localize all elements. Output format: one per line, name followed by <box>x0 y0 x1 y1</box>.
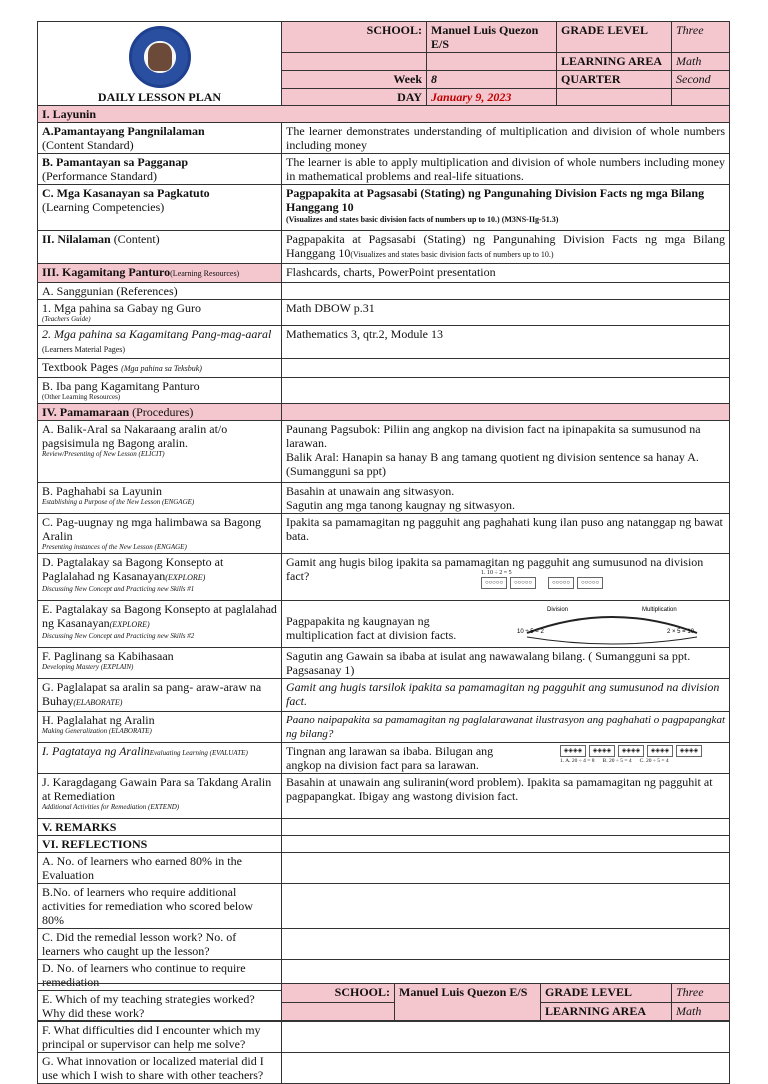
quarter-label: QUARTER <box>557 71 672 89</box>
page-title: DAILY LESSON PLAN <box>97 90 222 104</box>
header-logo-cell <box>38 22 282 106</box>
procedure-e-text: Pagpapakita ng kaugnayan ng multiplication fact at division facts. Division Multiplication 10 ÷ 5 = 2 2 × 5 = 10 <box>282 601 730 648</box>
section-objectives-title: I. Layunin <box>38 106 730 123</box>
procedure-i-text: Tingnan ang larawan sa ibaba. Bilugan ang angkop na division fact para sa larawan. ◈◈◈◈ ◈◈◈◈ ◈◈◈◈ ◈◈◈◈ ◈◈◈◈ 1. A. 20 ÷ 4 = 8 B. 20 ÷ 5 = 4 C. 20 ÷ 5 = 4 <box>282 743 730 774</box>
procedure-h-text: Paano naipapakita sa pamamagitan ng paglalarawanat ilustrasyon ang paghahati o pagpapangkat ng bilang? <box>282 712 730 743</box>
eval-option-c: C. 20 ÷ 5 = 4 <box>639 758 669 764</box>
content-text: Pagpapakita at Pagsasabi (Stating) ng Pangunahing Division Facts ng mga Bilang Hanggang 10(Visualizes and states basic division facts of numbers up to 10.) <box>282 231 730 264</box>
procedure-f-label: F. Paglinang sa Kabihasaan Developing Mastery (EXPLAIN) <box>38 648 282 679</box>
school-value: Manuel Luis Quezon E/S <box>427 22 557 53</box>
remarks-title: V. REMARKS <box>38 819 282 836</box>
reflection-item: E. Which of my teaching strategies worked? Why did these work? <box>38 991 282 1022</box>
diagram-label-division: Division <box>547 607 569 613</box>
reflection-item: F. What difficulties did I encounter which my principal or supervisor can help me solve? <box>38 1022 282 1053</box>
diagram-eq-multiplication: 2 × 5 = 10 <box>667 629 695 635</box>
procedure-f-text: Sagutin ang Gawain sa ibaba at isulat ang nawawalang bilang. ( Sumangguni sa ppt. Pagsasanay 1) <box>282 648 730 679</box>
reflection-item: C. Did the remedial lesson work? No. of learners who caught up the lesson? <box>38 929 282 960</box>
content-standard-label: A.Pamantayang Pangnilalaman (Content Standard) <box>38 123 282 154</box>
footer-grade-value: Three <box>672 984 730 1003</box>
procedure-e-label: E. Pagtalakay sa Bagong Konsepto at paglalahad ng Kasanayan(EXPLORE) Discussing New Concept and Practicing new Skills #2 <box>38 601 282 648</box>
learning-competencies-text: Pagpapakita at Pagsasabi (Stating) ng Pangunahing Division Facts ng mga Bilang Hanggang 10 (Visualizes and states basic division facts of numbers up to 10.) (M3NS-IIg-51.3) <box>282 185 730 231</box>
procedure-g-label: G. Paglalapat sa aralin sa pang- araw-araw na Buhay(ELABORATE) <box>38 679 282 712</box>
procedure-c-text: Ipakita sa pamamagitan ng pagguhit ang paghahati kung ilan puso ang natanggap ng bawat bata. <box>282 514 730 554</box>
school-seal-logo <box>129 26 191 88</box>
eval-option-b: B. 20 ÷ 5 = 4 <box>602 758 632 764</box>
procedure-b-text: Basahin at unawain ang sitwasyon. Sagutin ang mga tanong kaugnay ng sitwasyon. <box>282 483 730 514</box>
day-value: January 9, 2023 <box>427 89 557 106</box>
procedure-d-label: D. Pagtalakay sa Bagong Konsepto at Paglalahad ng Kasanayan(EXPLORE) Discussing New Concept and Practicing new Skills #1 <box>38 554 282 601</box>
reflection-item: G. What innovation or localized material did I use which I wish to share with other teachers? <box>38 1053 282 1084</box>
footer-grade-label: GRADE LEVEL <box>541 984 672 1003</box>
footer-area-value: Math <box>672 1003 730 1021</box>
learning-area-value: Math <box>672 53 730 71</box>
teachers-guide-text: Math DBOW p.31 <box>282 300 730 326</box>
procedure-g-text: Gamit ang hugis tarsilok ipakita sa pamamagitan ng pagguhit ang sumusunod na division fact. <box>282 679 730 712</box>
procedure-h-label: H. Paglalahat ng Aralin Making Generalization (ELABORATE) <box>38 712 282 743</box>
procedure-d-text: Gamit ang hugis bilog ipakita sa pamamagitan ng pagguhit ang sumusunod na division fact? 1. 10 ÷ 2 = 5 ○○○○○ ○○○○○ ○○○○○ ○○○○○ <box>282 554 730 601</box>
learning-resources-label: III. Kagamitang Panturo(Learning Resources) <box>38 264 282 283</box>
procedure-a-text: Paunang Pagsubok: Piliin ang angkop na division fact na ipinapakita sa sumusunod na larawan. Balik Aral: Hanapin sa hanay B ang tamang quotient ng division sentence sa hanay A. (Sumangguni sa ppt) <box>282 421 730 483</box>
lesson-plan-table <box>37 21 730 1084</box>
week-value: 8 <box>427 71 557 89</box>
performance-standard-text: The learner is able to apply multiplication and division of whole numbers including money in mathematical problems and real-life situations. <box>282 154 730 185</box>
week-label: Week <box>282 71 427 89</box>
grade-level-value: Three <box>672 22 730 53</box>
day-label: DAY <box>282 89 427 106</box>
diagram-label-multiplication: Multiplication <box>642 607 677 613</box>
content-label: II. Nilalaman (Content) <box>38 231 282 264</box>
textbook-pages-label: Textbook Pages (Mga pahina sa Teksbuk) <box>38 359 282 378</box>
procedure-j-label: J. Karagdagang Gawain Para sa Takdang Aralin at Remediation Additional Activities for Remediation (EXTEND) <box>38 774 282 819</box>
footer-school-label: SCHOOL: <box>282 984 395 1003</box>
learning-area-label: LEARNING AREA <box>557 53 672 71</box>
next-page-header <box>37 983 730 1021</box>
school-label: SCHOOL: <box>282 22 427 53</box>
procedure-i-label: I. Pagtataya ng AralinEvaluating Learning (EVALUATE) <box>38 743 282 774</box>
division-multiplication-diagram <box>507 603 717 645</box>
eval-option-a: 1. A. 20 ÷ 4 = 8 <box>560 758 595 764</box>
procedure-b-label: B. Paghahabi sa Layunin Establishing a Purpose of the New Lesson (ENGAGE) <box>38 483 282 514</box>
references-label: A. Sanggunian (References) <box>38 283 282 300</box>
procedure-i-image: ◈◈◈◈ ◈◈◈◈ ◈◈◈◈ ◈◈◈◈ ◈◈◈◈ 1. A. 20 ÷ 4 = 8 B. 20 ÷ 5 = 4 C. 20 ÷ 5 = 4 <box>560 745 702 766</box>
learning-competencies-label: C. Mga Kasanayan sa Pagkatuto (Learning Competencies) <box>38 185 282 231</box>
procedure-j-text: Basahin at unawain ang suliranin(word problem). Ipakita sa pamamagitan ng pagguhit at pagpapangkat. Ibigay ang wastong division fact. <box>282 774 730 819</box>
procedures-title: IV. Pamamaraan (Procedures) <box>38 404 282 421</box>
footer-school-value: Manuel Luis Quezon E/S <box>395 984 541 1021</box>
reflection-item: D. No. of learners who continue to require remediation <box>38 960 282 991</box>
reflection-item: B.No. of learners who require additional activities for remediation who scored below 80% <box>38 884 282 929</box>
procedure-d-image: 1. 10 ÷ 2 = 5 ○○○○○ ○○○○○ ○○○○○ ○○○○○ <box>481 569 725 589</box>
learning-resources-text: Flashcards, charts, PowerPoint presentation <box>282 264 730 283</box>
performance-standard-label: B. Pamantayan sa Pagganap (Performance Standard) <box>38 154 282 185</box>
reflections-title: VI. REFLECTIONS <box>38 836 282 853</box>
procedure-c-label: C. Pag-uugnay ng mga halimbawa sa Bagong Aralin Presenting instances of the New Lesson (ENGAGE) <box>38 514 282 554</box>
procedure-a-label: A. Balik-Aral sa Nakaraang aralin at/o pagsisimula ng Bagong aralin. Review/Presenting of New Lesson (ELICIT) <box>38 421 282 483</box>
footer-area-label: LEARNING AREA <box>541 1003 672 1021</box>
diagram-eq-division: 10 ÷ 5 = 2 <box>517 629 544 635</box>
content-standard-text: The learner demonstrates understanding of multiplication and division of whole numbers including money <box>282 123 730 154</box>
learners-material-label: 2. Mga pahina sa Kagamitang Pang-mag-aaral (Learners Material Pages) <box>38 326 282 359</box>
teachers-guide-label: 1. Mga pahina sa Gabay ng Guro (Teachers Guide) <box>38 300 282 326</box>
other-resources-label: B. Iba pang Kagamitang Panturo (Other Learning Resources) <box>38 378 282 404</box>
learners-material-text: Mathematics 3, qtr.2, Module 13 <box>282 326 730 359</box>
quarter-value: Second <box>672 71 730 89</box>
reflection-item: A. No. of learners who earned 80% in the Evaluation <box>38 853 282 884</box>
grade-level-label: GRADE LEVEL <box>557 22 672 53</box>
